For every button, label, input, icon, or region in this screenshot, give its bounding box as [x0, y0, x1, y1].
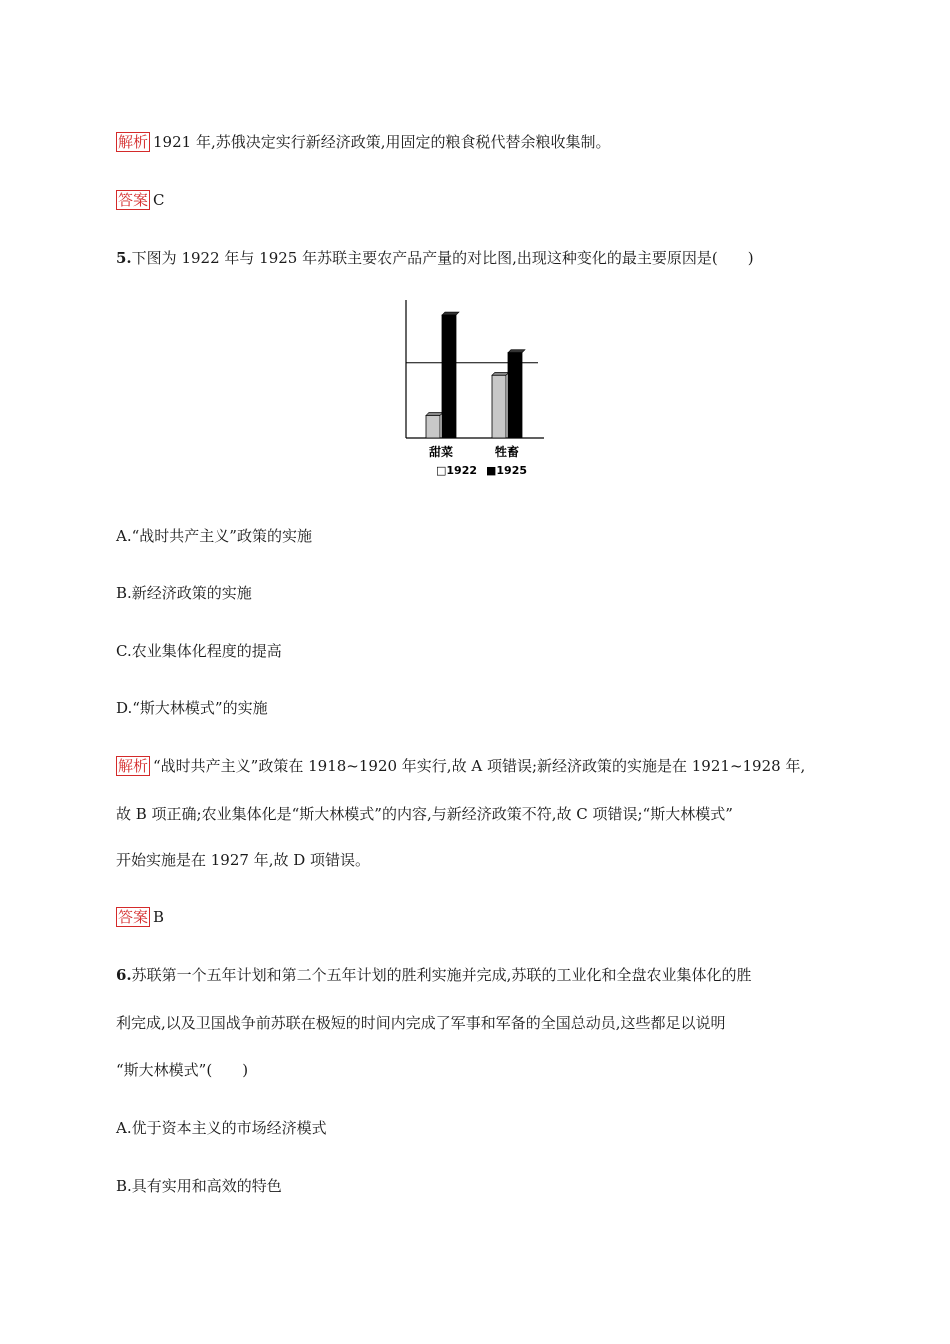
- bar-top-1922-0: [426, 412, 443, 415]
- q5-option-d: D.“斯大林模式”的实施: [116, 699, 268, 717]
- answer-tag: 答案: [118, 908, 149, 926]
- q4-analysis: [116, 131, 611, 153]
- q6-stem-line-2: 利完成,以及卫国战争前苏联在极短的时间内完成了军事和军备的全国总动员,这些都足以说明: [116, 1014, 726, 1032]
- q5-number: 5.: [116, 249, 132, 267]
- bar-1925-1: [508, 353, 522, 438]
- chart-svg: [396, 296, 556, 480]
- category-label: 甜菜: [428, 445, 454, 459]
- q4-analysis-text: 1921 年,苏俄决定实行新经济政策,用固定的粮食税代替余粮收集制。: [153, 133, 611, 151]
- bar-1922-1: [492, 375, 506, 438]
- q6-option-a: A.优于资本主义的市场经济模式: [116, 1119, 327, 1137]
- q6-stem-text-1: 苏联第一个五年计划和第二个五年计划的胜利实施并完成,苏联的工业化和全盘农业集体化的胜: [131, 966, 752, 984]
- q6-stem-line-1: [116, 964, 751, 986]
- q5-stem-text: 下图为 1922 年与 1925 年苏联主要农产品产量的对比图,出现这种变化的最主要原因是( ): [131, 249, 754, 267]
- bar-1925-0: [442, 315, 456, 438]
- category-label: 牲畜: [494, 445, 520, 459]
- bar-1922-0: [426, 415, 440, 438]
- legend-item-1922: □1922: [436, 464, 478, 477]
- q5-analysis-text-1: “战时共产主义”政策在 1918~1920 年实行,故 A 项错误;新经济政策的实施是在 1921~1928 年,: [153, 757, 806, 775]
- q5-analysis-line-2: 故 B 项正确;农业集体化是“斯大林模式”的内容,与新经济政策不符,故 C 项错误;“斯大林模式”: [116, 805, 733, 823]
- q5-stem: [116, 247, 754, 269]
- q5-option-c: C.农业集体化程度的提高: [116, 642, 282, 660]
- q5-answer-text: B: [153, 908, 165, 926]
- q6-number: 6.: [116, 966, 132, 984]
- q5-analysis-line-1: [116, 755, 805, 777]
- analysis-tag: 解析: [118, 133, 149, 151]
- q4-answer-text: C: [153, 191, 165, 209]
- legend-item-1925: ■1925: [486, 464, 528, 477]
- bar-top-1925-1: [508, 350, 525, 353]
- q4-answer: [116, 189, 165, 211]
- answer-tag: 答案: [118, 191, 149, 209]
- bar-top-1922-1: [492, 372, 509, 375]
- analysis-tag: 解析: [118, 757, 149, 775]
- q6-stem-line-3: “斯大林模式”( ): [116, 1061, 249, 1079]
- q6-option-b: B.具有实用和高效的特色: [116, 1177, 282, 1195]
- q5-answer: [116, 906, 164, 928]
- q5-option-b: B.新经济政策的实施: [116, 584, 252, 602]
- production-chart: [396, 296, 556, 480]
- bar-top-1925-0: [442, 312, 459, 315]
- q5-analysis-line-3: 开始实施是在 1927 年,故 D 项错误。: [116, 851, 371, 869]
- q5-option-a: A.“战时共产主义”政策的实施: [116, 527, 312, 545]
